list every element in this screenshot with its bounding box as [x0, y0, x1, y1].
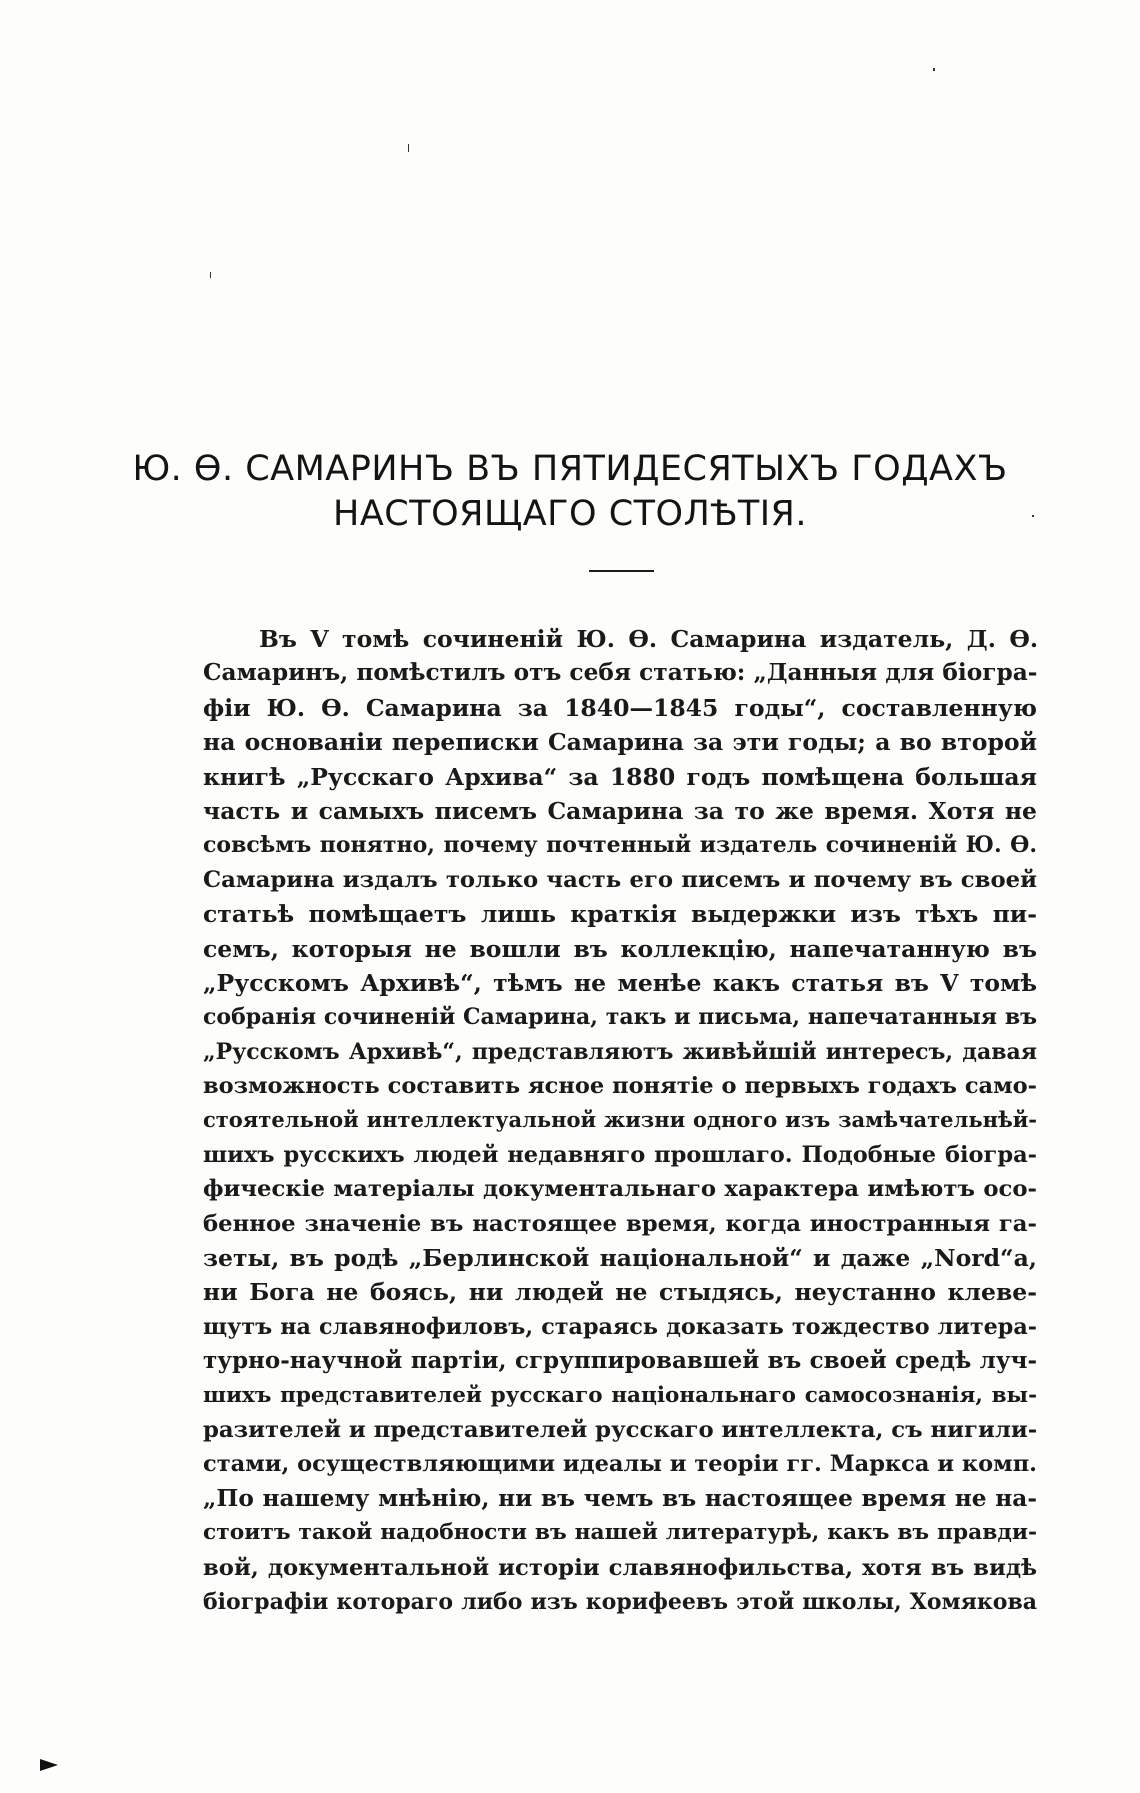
text-line: щутъ на славянофиловъ, стараясь доказать тождество литера-	[203, 1313, 1037, 1340]
text-line: Самарина издалъ только часть его писемъ и почему въ своей	[203, 866, 1037, 893]
text-line: ни Бога не боясь, ни людей не стыдясь, неустанно клеве-	[203, 1278, 1037, 1307]
body-paragraph	[203, 622, 1037, 1619]
text-line: Самаринъ, помѣстилъ отъ себя статью: „Данныя для біогра-	[203, 659, 1037, 687]
text-line: собранія сочиненій Самарина, такъ и письма, напечатанныя въ	[203, 1004, 1037, 1031]
chapter-title-line-2: НАСТОЯЩАГО СТОЛѢТІЯ.	[333, 494, 807, 534]
text-line: шихъ русскихъ людей недавняго прошлаго. Подобные біогра-	[203, 1141, 1037, 1168]
text-line: зеты, въ родѣ „Берлинской національной“ и даже „Nord“а,	[203, 1244, 1037, 1273]
text-line: часть и самыхъ писемъ Самарина за то же время. Хотя не	[203, 796, 1037, 825]
text-line: разителей и представителей русскаго интеллекта, съ нигили-	[203, 1416, 1037, 1443]
scan-speck	[210, 272, 211, 278]
text-line: на основаніи переписки Самарина за эти годы; а во второй	[203, 728, 1037, 757]
scan-speck	[408, 144, 409, 152]
text-line: семъ, которыя не вошли въ коллекцію, напечатанную въ	[203, 934, 1037, 963]
text-line: возможность составить ясное понятіе о первыхъ годахъ само-	[203, 1073, 1037, 1100]
text-line: вой, документальной исторіи славянофильства, хотя въ видѣ	[203, 1554, 1037, 1581]
text-line: статьѣ помѣщаетъ лишь краткія выдержки изъ тѣхъ пи-	[203, 900, 1037, 929]
text-line: Въ V томѣ сочиненій Ю. Ѳ. Самарина издатель, Д. Ѳ.	[259, 625, 1038, 653]
text-line: совсѣмъ понятно, почему почтенный издатель сочиненій Ю. Ѳ.	[203, 832, 1037, 859]
text-line: „Русскомъ Архивѣ“, тѣмъ не менѣе какъ статья въ V томѣ	[203, 968, 1037, 997]
text-line: стами, осуществляющими идеалы и теоріи гг. Маркса и комп.	[203, 1451, 1037, 1478]
text-line: біографіи котораго либо изъ корифеевъ этой школы, Хомякова	[203, 1588, 1037, 1615]
text-line: турно-научной партіи, сгруппировавшей въ своей средѣ луч-	[203, 1347, 1037, 1375]
text-line: бенное значеніе въ настоящее время, когда иностранныя га-	[203, 1210, 1037, 1237]
page-corner-mark	[40, 1759, 58, 1771]
text-line: стоитъ такой надобности въ нашей литературѣ, какъ въ правди-	[203, 1520, 1037, 1546]
text-line: фическіе матеріалы документальнаго характера имѣютъ осо-	[203, 1176, 1037, 1203]
text-line: шихъ представителей русскаго національнаго самосознанія, вы-	[203, 1382, 1037, 1408]
scan-speck	[1032, 515, 1034, 517]
text-line: „По нашему мнѣнію, ни въ чемъ въ настоящее время не на-	[203, 1484, 1037, 1512]
text-line: „Русскомъ Архивѣ“, представляютъ живѣйшій интересъ, давая	[203, 1038, 1037, 1065]
text-line: книгѣ „Русскаго Архива“ за 1880 годъ помѣщена большая	[203, 762, 1037, 791]
text-line: фіи Ю. Ѳ. Самарина за 1840—1845 годы“, составленную	[203, 693, 1037, 722]
scan-speck	[933, 68, 935, 71]
chapter-title-line-1: Ю. Ѳ. САМАРИНЪ ВЪ ПЯТИДЕСЯТЫХЪ ГОДАХЪ	[132, 449, 1008, 489]
text-line: стоятельной интеллектуальной жизни одного изъ замѣчательнѣй-	[203, 1107, 1037, 1133]
title-divider	[589, 570, 654, 572]
